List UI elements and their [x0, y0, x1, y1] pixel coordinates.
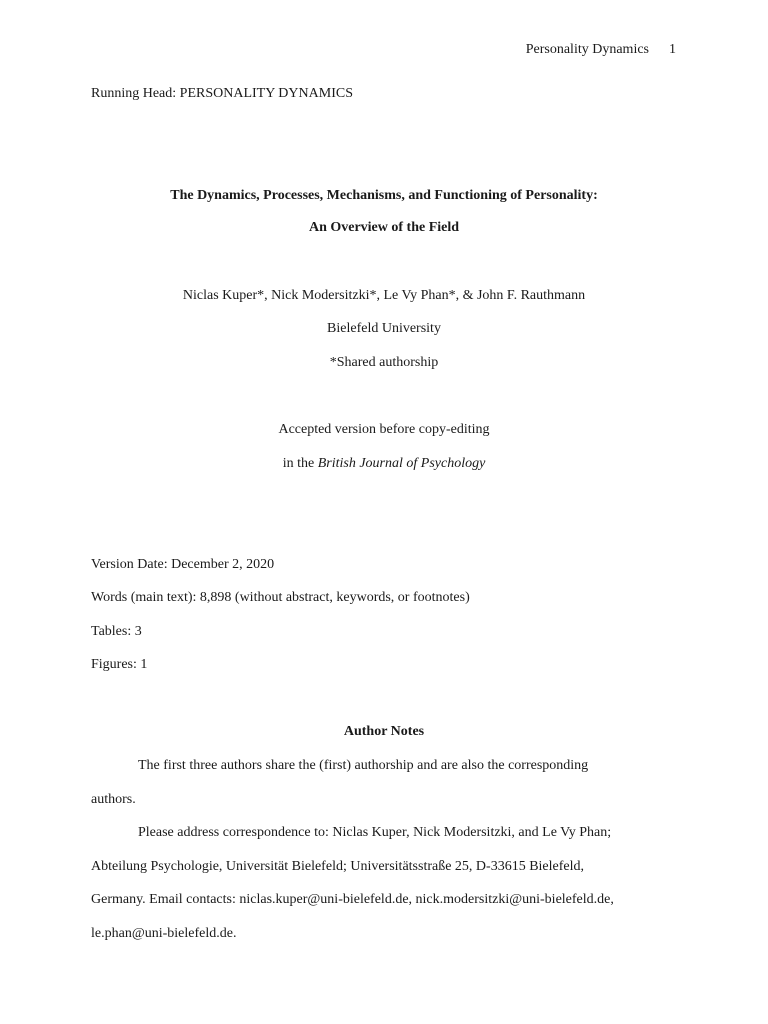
author-notes-heading: Author Notes [343, 724, 425, 739]
running-head: Running Head: PERSONALITY DYNAMICS [91, 86, 353, 101]
table-count: Tables: 3 [91, 624, 142, 639]
figure-count: Figures: 1 [91, 657, 148, 672]
affiliation: Bielefeld University [327, 321, 441, 336]
author-notes-para2-line4: le.phan@uni-bielefeld.de. [91, 926, 237, 941]
author-notes-para1-line2: authors. [91, 792, 136, 807]
page-number: 1 [669, 42, 676, 57]
word-count: Words (main text): 8,898 (without abstract, keywords, or footnotes) [91, 590, 470, 605]
author-list: Niclas Kuper*, Nick Modersitzki*, Le Vy Phan*, & John F. Rauthmann [182, 288, 586, 303]
author-notes-para2-line3: Germany. Email contacts: niclas.kuper@uni-bielefeld.de, nick.modersitzki@uni-bielefeld.de, [91, 892, 614, 907]
acceptance-line-1: Accepted version before copy-editing [278, 422, 490, 437]
acceptance-line-2 [0, 456, 768, 472]
version-date: Version Date: December 2, 2020 [91, 557, 275, 572]
title-line-1: The Dynamics, Processes, Mechanisms, and Functioning of Personality: [170, 188, 598, 203]
header-short-title: Personality Dynamics [525, 42, 649, 57]
author-notes-para2-line2: Abteilung Psychologie, Universität Bielefeld; Universitätsstraße 25, D-33615 Bielefeld, [91, 859, 585, 874]
acceptance-prefix: in the [282, 456, 318, 471]
author-notes-para2-line1: Please address correspondence to: Niclas Kuper, Nick Modersitzki, and Le Vy Phan; [138, 825, 612, 840]
shared-authorship-note: *Shared authorship [329, 355, 439, 370]
journal-name: British Journal of Psychology [317, 456, 486, 471]
title-line-2: An Overview of the Field [308, 220, 460, 235]
author-notes-para1-line1: The first three authors share the (first) authorship and are also the corresponding [138, 758, 589, 773]
page-header [526, 42, 676, 58]
